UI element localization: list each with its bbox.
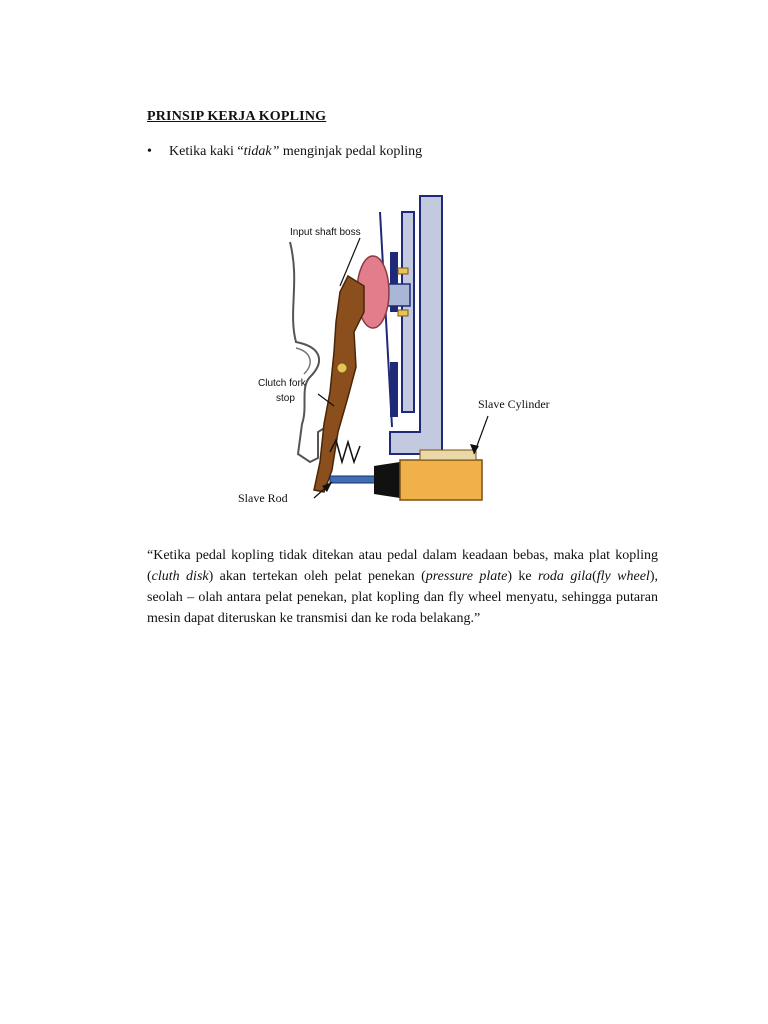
- paragraph-part-2: ) akan tertekan oleh pelat penekan (: [208, 569, 426, 584]
- paragraph-part-3: ) ke: [507, 569, 538, 584]
- slave-cylinder: [400, 460, 482, 500]
- slave-cylinder-top: [420, 450, 476, 460]
- bullet-dot-icon: •: [147, 144, 152, 159]
- label-slave-rod: Slave Rod: [238, 491, 288, 505]
- clutch-fork: [314, 276, 364, 492]
- paragraph-part-5: ), seolah – olah antara pelat penekan, plat kopling dan fly wheel menyatu, sehingga putaran mesin dapat diteruskan ke transmisi dan ke roda belakang.”: [147, 569, 658, 626]
- fork-pivot: [337, 363, 347, 373]
- bullet-text-after: menginjak pedal kopling: [279, 144, 423, 159]
- paragraph-part-4: (: [592, 569, 597, 584]
- bullet-text-italic: tidak”: [243, 144, 280, 159]
- slave-rod: [330, 476, 378, 483]
- paragraph-italic-4: fly wheel: [596, 569, 650, 584]
- paragraph-italic-1: cluth disk: [151, 569, 209, 584]
- label-clutch-fork: Clutch fork: [258, 378, 306, 389]
- label-stop: stop: [276, 393, 295, 404]
- bolt-lower: [398, 310, 408, 316]
- bell-housing-inner: [296, 348, 310, 374]
- paragraph-part-1: “Ketika pedal kopling tidak ditekan atau pedal dalam keadaan bebas, maka plat kopling (: [147, 548, 658, 584]
- clutch-diagram: [230, 192, 590, 522]
- label-slave-cylinder: Slave Cylinder: [478, 397, 550, 411]
- section-heading: PRINSIP KERJA KOPLING: [147, 109, 327, 124]
- description-paragraph: [147, 545, 658, 629]
- slave-cylinder-end: [374, 462, 400, 498]
- label-input-shaft-boss: Input shaft boss: [290, 227, 361, 238]
- bullet-text-before: Ketika kaki “: [169, 144, 244, 159]
- clutch-diagram-svg: [230, 192, 590, 522]
- paragraph-italic-3: roda gila: [538, 569, 593, 584]
- bolt-upper: [398, 268, 408, 274]
- bullet-item: [147, 144, 422, 160]
- bullet-text: [169, 144, 422, 160]
- paragraph-italic-2: pressure plate: [425, 569, 508, 584]
